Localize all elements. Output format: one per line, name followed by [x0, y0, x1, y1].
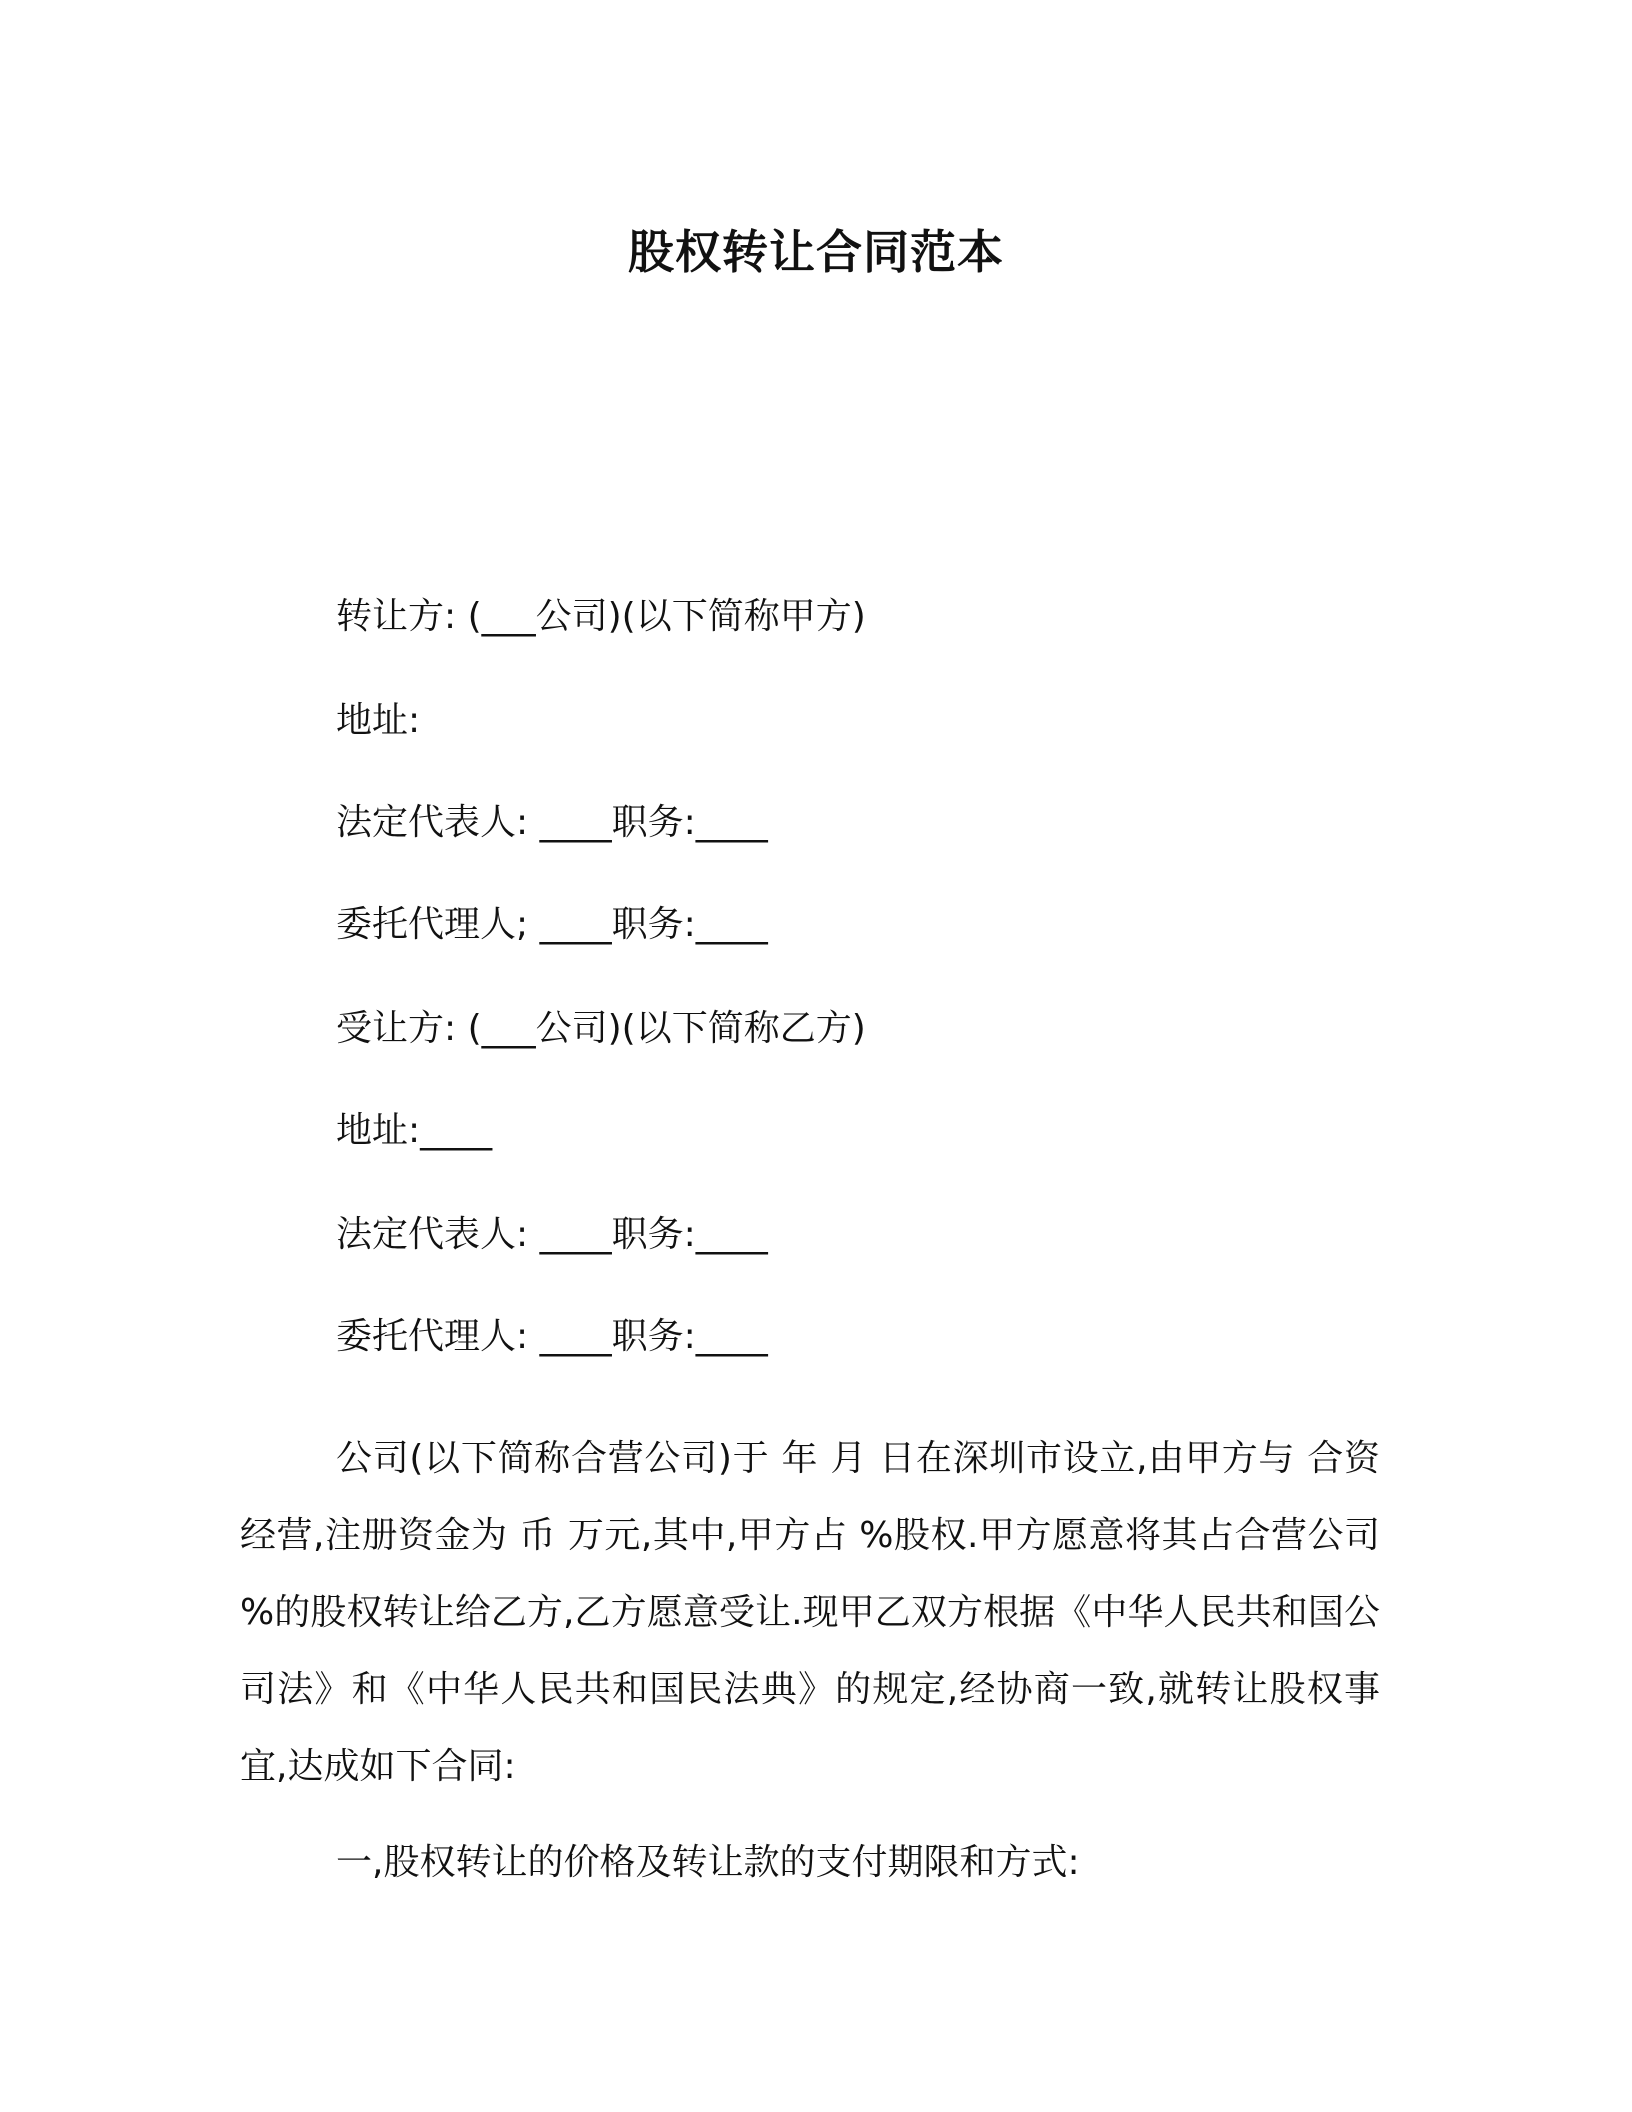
- transferee-address: 地址:____: [336, 1110, 493, 1151]
- transferee-party: 受让方: (___公司)(以下简称乙方): [336, 1008, 866, 1049]
- transferor-address: 地址:: [336, 700, 421, 741]
- transferee-agent: 委托代理人: ____职务:____: [336, 1316, 768, 1357]
- preamble-paragraph: 公司(以下简称合营公司)于 年 月 日在深圳市设立,由甲方与 合资经营,注册资金为 币 万元,其中,甲方占 %股权.甲方愿意将其占合营公司 %的股权转让给乙方,乙方愿意受让.现甲乙双方根据《中华人民共和国公司法》和《中华人民共和国民法典》的规定,经协商一致,就转让股权事宜,达成如下合同:: [240, 1438, 1380, 1787]
- section-1-heading: 一,股权转让的价格及转让款的支付期限和方式:: [336, 1842, 1080, 1883]
- transferee-legal-representative: 法定代表人: ____职务:____: [336, 1214, 768, 1255]
- transferor-agent: 委托代理人; ____职务:____: [336, 904, 768, 945]
- transferor-legal-representative: 法定代表人: ____职务:____: [336, 802, 768, 843]
- transferor-party: 转让方: (___公司)(以下简称甲方): [336, 596, 866, 637]
- document-title: 股权转让合同范本: [628, 225, 1004, 279]
